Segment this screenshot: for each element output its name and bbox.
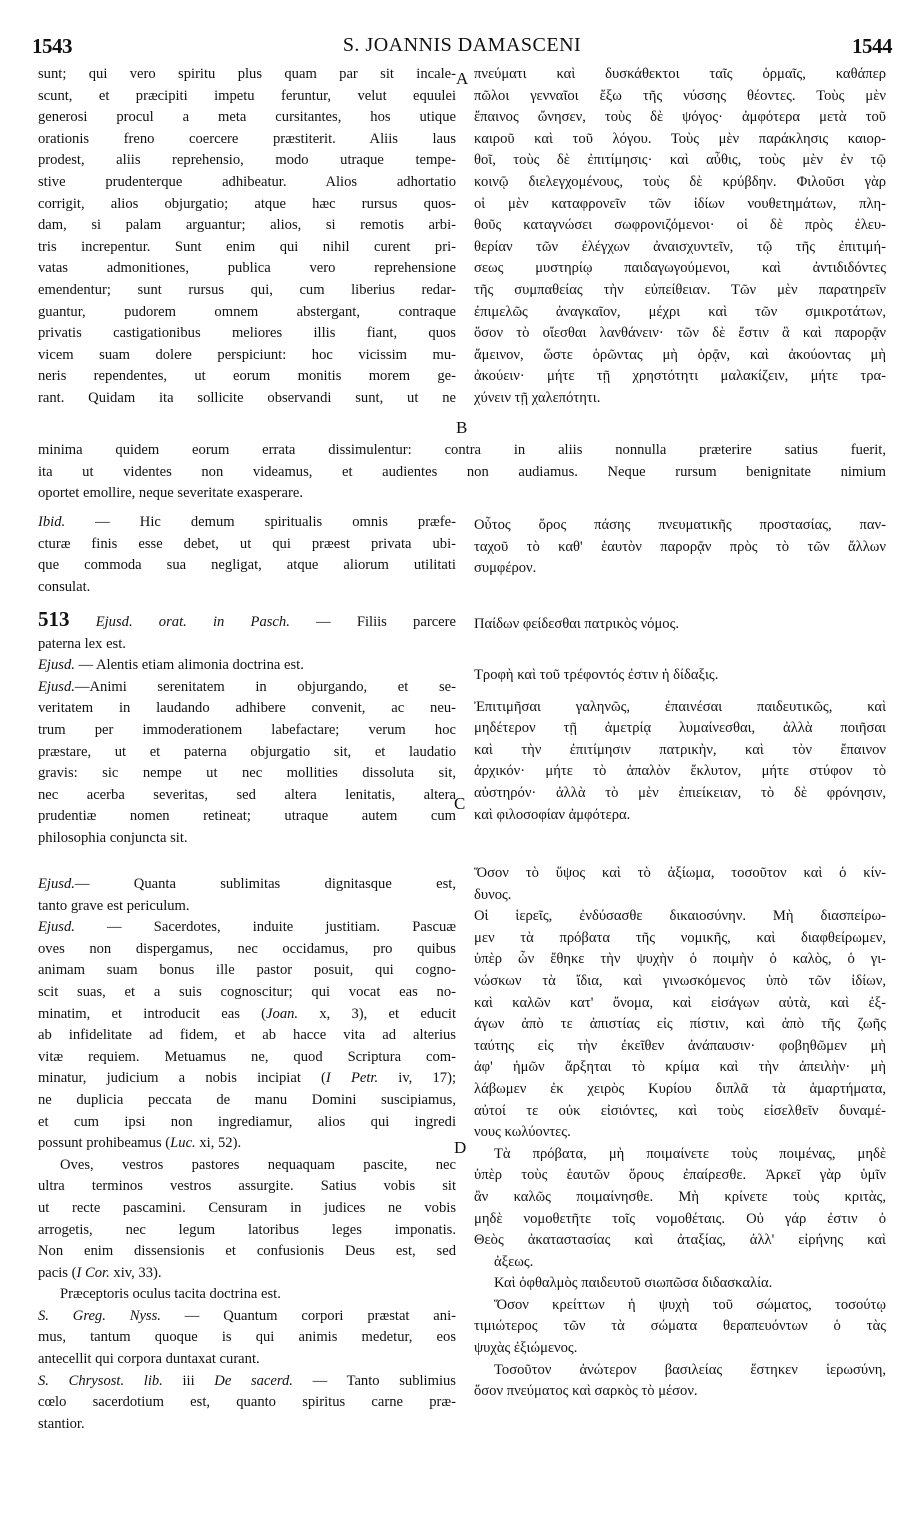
text-segment: scit suas, et a suis cognoscitur; qui vocat eas no- — [38, 983, 456, 1000]
text-line: tris increpentur. Sunt enim qui nihil curent pri- — [38, 238, 456, 255]
section-number: 513 — [38, 607, 70, 631]
text-line: orationis freno coercere præstiterit. Aliis laus — [38, 130, 456, 147]
text-line: ἀφ' ἡμῶν ἄρξηται τὸ κρίμα καὶ τὴν ἀπειλὴν· μὴ — [474, 1059, 886, 1076]
text-line: generosi procul a meta cursitantes, hos utique — [38, 109, 456, 126]
text-line: ἀρχικόν· μήτε τὸ ἁπαλὸν ἔκλυτον, μήτε στύφον τὸ — [474, 763, 886, 780]
text-line — [38, 742, 456, 764]
text-segment: x, 3), et educit — [298, 1005, 456, 1022]
text-line: νους κωλύοντες. — [474, 1124, 571, 1141]
text-line — [38, 534, 456, 556]
page-header — [32, 34, 892, 66]
text-line — [38, 1284, 456, 1306]
text-segment: philosophia conjuncta sit. — [38, 829, 188, 846]
text-line — [38, 720, 456, 742]
text-line: ὅσον τὸ οἴεσθαι λανθάνειν· τῶν δὲ ἔστιν ἃ καὶ παρορᾷν — [474, 325, 886, 342]
text-line: αὐτοί τε οὐκ εἰσιόντες, καὶ τοὺς εἰσελθεῖν δυναμέ- — [474, 1102, 886, 1119]
text-segment: pacis ( — [38, 1264, 77, 1281]
citation-italic: Joan. — [266, 1005, 299, 1022]
text-line — [38, 1133, 456, 1155]
text-segment: prudentiæ nomen retineat; utraque autem cum — [38, 808, 456, 825]
text-line — [38, 1241, 456, 1263]
text-line — [38, 828, 456, 850]
text-line: θοῖ, τοὺς δὲ ἐπιτίμησις· καὶ αὖθις, τοὺς μὲν ἐν τῷ — [474, 152, 886, 169]
text-line: corrigit, alios objurgatio; atque hæc rursus quos- — [38, 195, 456, 212]
text-line: privatis castigationibus meliores illis fiant, quos — [38, 325, 456, 342]
text-line: Καὶ ὀφθαλμὸς παιδευτοῦ σιωπῶσα διδασκαλία. — [494, 1275, 773, 1292]
citation-italic: Ejusd. — [38, 678, 75, 695]
text-line — [38, 1220, 456, 1242]
text-line — [38, 1327, 456, 1349]
text-segment: trum per immoderationem labefactare; verum hoc — [38, 721, 456, 738]
text-line — [38, 1306, 456, 1328]
text-line — [38, 896, 456, 918]
text-line: ἀξεως. — [494, 1253, 534, 1270]
citation-italic: Ejusd. orat. in Pasch. — [95, 614, 290, 630]
text-segment: — Filiis parcere — [289, 614, 456, 630]
text-line: ὑπὲρ τοὺς ἑαυτῶν ὅρους ἐπαίρεσθε. Ἀρκεῖ γὰρ ὑμῖν — [474, 1167, 886, 1184]
text-line: ὑπὲρ ὧν ἔθηκε τὴν ψυχὴν ὁ ποιμὴν ὁ καλὸς, ὁ γι- — [474, 951, 886, 968]
text-segment: antecellit qui corpora duntaxat curant. — [38, 1351, 260, 1368]
running-title: S. JOANNIS DAMASCENI — [342, 34, 582, 56]
text-line — [38, 785, 456, 807]
text-line: καὶ τὴν ἐπιτίμησιν πατρικὴν, καὶ τὸν ἔπαινον — [474, 741, 886, 758]
text-line: prodest, aliis reprehensio, modo utraque tempe- — [38, 152, 456, 169]
text-segment: que commoda sua negligat, atque aliorum utilitati — [38, 557, 456, 574]
citation-italic: S. Greg. Nyss. — [38, 1307, 161, 1324]
text-line — [38, 806, 456, 828]
text-line: ἄμεινον, ὥστε ὁρῶντας μὴ ὁρᾷν, καὶ ἀκούοντας μὴ — [474, 346, 886, 363]
text-line: ἂν καλῶς ποιμαίνησθε. Μὴ κρίνετε τοὺς κριτὰς, — [474, 1188, 886, 1205]
text-segment: nec acerba severitas, sed altera lenitatis, altera — [38, 786, 456, 803]
text-segment: xiv, 33). — [109, 1264, 162, 1281]
text-line: Θεὸς ἀκαταστασίας καὶ ἀταξίας, ἀλλ' εἰρήνης καὶ — [474, 1232, 886, 1249]
text-line: καιροῦ καὶ τοῦ λόγου. Τοὺς μὲν παράκλησις καιορ- — [474, 130, 886, 147]
citation-italic: De sacerd. — [214, 1372, 293, 1389]
block-a-greek-column — [474, 64, 886, 410]
text-line — [38, 1047, 456, 1069]
text-line: dam, si palam arguantur; alios, si remotis arbi- — [38, 217, 456, 234]
block-c-greek-column — [474, 614, 886, 826]
text-segment: ab infidelitate ad fidem, et ab hacce vita ad alterius — [38, 1027, 456, 1044]
text-line — [38, 763, 456, 785]
text-segment: minatur, judicium a nobis incipiat ( — [38, 1070, 326, 1087]
text-segment: iv, 17); — [378, 1070, 457, 1087]
text-line — [38, 917, 456, 939]
citation-italic: Ibid. — [38, 514, 66, 530]
text-line: μηδέτερον τῇ ἀμετρίᾳ λυμαίνεσθαι, ἀλλὰ ποιῆσαι — [474, 720, 886, 737]
text-segment: oves non dispergamus, nec occidamus, pro quibus — [38, 940, 456, 957]
text-segment: — Alentis etiam alimonia doctrina est. — [74, 657, 304, 674]
text-segment: — Hic demum spiritualis omnis præfe- — [65, 514, 456, 530]
text-segment: cœlo sacerdotium est, quanto spiritus carne præ- — [38, 1394, 456, 1411]
text-line: Ἐπιτιμῆσαι γαληνῶς, ἐπαινέσαι παιδευτικῶς, καὶ — [474, 698, 886, 715]
text-segment: Oves, vestros pastores nequaquam pascite, nec — [60, 1156, 456, 1173]
text-segment: gravis: sic nempe ut nec mollities dissoluta sit, — [38, 765, 456, 782]
text-segment: paterna lex est. — [38, 635, 126, 652]
text-line: scunt, et præcipiti impetu feruntur, velut equulei — [38, 87, 456, 104]
text-line: Ὅσον τὸ ὕψος καὶ τὸ ἀξίωμα, τοσοῦτον καὶ ὁ κίν- — [474, 865, 886, 881]
text-line: μηδὲ νομοθετῆτε τοῖς νομοθέταις. Οὐ γάρ ἐστιν ὁ — [474, 1210, 886, 1227]
page-number-left: 1543 — [32, 34, 72, 58]
text-line: ταύτης εἰς τὴν ἐκεῖθεν ἀνάπαυσιν· φοβηθῶμεν μὴ — [474, 1037, 886, 1054]
text-segment: consulat. — [38, 578, 91, 595]
text-line: ita ut videntes non videamus, et audientes non audiamus. Neque rursum benignitate nimium — [38, 463, 886, 480]
text-line: sunt; qui vero spiritu plus quam par sit incale- — [38, 66, 456, 82]
text-line: οἱ μὲν καταφρονεῖν τῶν ἰδίων νουθετημάτων, πλη- — [474, 195, 886, 212]
text-line — [38, 1198, 456, 1220]
text-line: συμφέρον. — [474, 560, 537, 577]
text-line — [38, 1414, 456, 1436]
text-line — [38, 1392, 456, 1414]
text-line — [38, 634, 456, 656]
text-segment: animam suam bonus ille pastor posuit, qui cogno- — [38, 962, 456, 979]
text-line — [38, 1155, 456, 1177]
text-segment: Non enim dissensionis et confusionis Deus est, sed — [38, 1243, 456, 1260]
block-b-greek-column — [474, 515, 886, 580]
text-line: Τοσοῦτον ἀνώτερον βασιλείας ἕστηκεν ἱερωσύνη, — [494, 1361, 886, 1378]
text-line: Παίδων φείδεσθαι πατρικὸς νόμος. — [474, 616, 680, 632]
text-line: μεν τὰ πρόβατα τῆς νομικῆς, καὶ διαφθείρωμεν, — [474, 929, 886, 946]
text-segment: præstare, ut et paterna objurgatio sit, et laudatio — [38, 743, 456, 760]
margin-letter-d: D — [454, 1138, 467, 1157]
text-line: δυνος. — [474, 886, 512, 903]
text-segment: vitæ requiem. Metuamus ne, quod Scriptura com- — [38, 1048, 456, 1065]
text-segment: — Quantum corpori præstat ani- — [160, 1307, 457, 1324]
text-line: άγων ἀπὸ τε ἀπιστίας εἰς πίστιν, καὶ ἀπὸ τῆς ζωῆς — [474, 1016, 886, 1033]
text-line: καὶ φιλοσοφίαν ἀμφότερα. — [474, 806, 631, 823]
text-line: πῶλοι γενναῖοι ἔξω τῆς νύσσης θέοντες. Τοὺς μὲν — [474, 87, 886, 104]
text-line: vicem suam dolere perspiciunt: hoc vicissim mu- — [38, 346, 456, 363]
text-segment: ultra terminos vestros assurgite. Satius vobis sit — [38, 1178, 456, 1195]
block-a-latin-column — [38, 64, 456, 410]
text-line — [38, 960, 456, 982]
block-b-latin-column — [38, 512, 456, 598]
text-line: Ὅσον κρείττων ἡ ψυχὴ τοῦ σώματος, τοσούτῳ — [494, 1296, 886, 1313]
text-line: guantur, pudorem omnem abstergant, contraque — [38, 303, 456, 320]
text-line: neris rependentes, ut eorum monitis morem ge- — [38, 368, 456, 385]
text-segment: arrogetis, nec legum latoribus leges imponatis. — [38, 1221, 456, 1238]
text-line: κοινῷ διελεγχομένους, τοὺς δὲ κρύβδην. Φιλοῦσι γὰρ — [474, 173, 886, 190]
text-line: πνεύματι καὶ δυσκάθεκτοι ταῖς ὁρμαῖς, καθάπερ — [474, 66, 886, 82]
block-a-full-width-text — [38, 440, 886, 505]
text-line — [38, 939, 456, 961]
text-segment: stantior. — [38, 1415, 85, 1432]
text-line: ταχοῦ τὸ καθ' ἑαυτὸν παρορᾷν πρὸς τὸ τῶν ἄλλων — [474, 538, 886, 555]
text-line — [38, 1371, 456, 1393]
text-segment: — Tanto sublimius — [292, 1372, 456, 1389]
text-segment: —Animi serenitatem in objurgando, et se- — [74, 678, 456, 695]
text-segment: tanto grave est periculum. — [38, 897, 190, 914]
text-line — [38, 1090, 456, 1112]
text-segment: Præceptoris oculus tacita doctrina est. — [60, 1286, 281, 1303]
citation-italic: Luc. — [170, 1135, 196, 1152]
citation-italic: I Cor. — [76, 1264, 110, 1281]
text-line — [38, 655, 456, 677]
block-d-greek-column — [474, 863, 886, 1403]
text-segment: minatim, et introducit eas ( — [38, 1005, 267, 1022]
text-line: θοῦς καταγνώσει σωφρονιζόμενοι· οἱ δὲ πρὸς ἐλευ- — [474, 217, 886, 234]
text-line: χύνειν τῇ χαλεπότητι. — [474, 389, 601, 406]
citation-italic: Ejusd. — [38, 876, 75, 892]
citation-italic: Ejusd. — [38, 657, 75, 674]
text-line: νώσκων τὰ ἴδια, καὶ γινωσκόμενος ὑπὸ τῶν ἰδίων, — [474, 972, 886, 989]
citation-italic: S. Chrysost. lib. — [38, 1372, 163, 1389]
text-segment: xi, 52). — [195, 1135, 242, 1152]
text-line — [38, 512, 456, 534]
text-line — [38, 982, 456, 1004]
text-segment: cturæ finis esse debet, ut qui præest privata ubi- — [38, 535, 456, 552]
text-line — [38, 1068, 456, 1090]
text-segment: ut recte pascamini. Censuram in judices ne vobis — [38, 1199, 456, 1216]
text-line: Τροφὴ καὶ τοῦ τρέφοντός ἐστιν ἡ δίδαξις. — [474, 667, 719, 684]
citation-italic: Ejusd. — [38, 919, 75, 936]
text-line: minima quidem eorum errata dissimulentur: contra in aliis nonnulla præterire satius fuerit, — [38, 442, 886, 458]
text-segment: et cum ipsi non ingrediamur, alios qui ingredi — [38, 1113, 456, 1130]
text-line — [38, 555, 456, 577]
text-line: αὐστηρόν· ἀλλὰ τὸ μὲν ἐπιείκειαν, τὸ δὲ φρόνησιν, — [474, 785, 886, 801]
text-line — [38, 874, 456, 896]
text-line — [38, 1176, 456, 1198]
margin-letter-a: A — [456, 69, 469, 88]
text-line: καὶ καλῶν κατ' ὄνομα, καὶ εἰσάγων αὐτὰ, καὶ ἐξ- — [474, 994, 886, 1011]
block-c-latin-column — [38, 609, 456, 850]
text-line — [38, 1004, 456, 1026]
text-line: τῆς συμπαθείας τὴν εὐπείθειαν. Τῶν μὲν παρατηρεῖν — [474, 281, 886, 298]
text-line — [38, 1349, 456, 1371]
text-line — [38, 577, 456, 599]
text-line: ψυχὰς ἐξιώμενος. — [474, 1340, 578, 1357]
text-line: rant. Quidam ita sollicite observandi sunt, ut ne — [38, 389, 456, 406]
text-line — [38, 1263, 456, 1285]
page-number-right: 1544 — [852, 34, 892, 58]
text-line: stive prudenterque adhibeatur. Alios adhortatio — [38, 173, 456, 190]
text-line — [38, 1025, 456, 1047]
text-line: ἀκούειν· μήτε τῇ χρηστότητι μαλακίζειν, μήτε τρα- — [474, 368, 886, 385]
text-segment: veritatem in laudando adhibere convenit, ac neu- — [38, 700, 456, 717]
text-line — [38, 1112, 456, 1134]
text-segment: ne duplicia peccata de manu Domini suscipiamus, — [38, 1091, 456, 1108]
text-line: τιμιώτερος τῶν τὰ σώματα θεραπευόντων ὁ τὰς — [474, 1318, 886, 1335]
text-line: vatas admonitiones, publica vero reprehensione — [38, 260, 456, 277]
text-line: θερίαν τῶν ἐλέγχων ἀναισχυντεῖν, τῷ τῆς ἐπιτιμή- — [474, 238, 886, 255]
text-line: ὅσον πνεύματος καὶ σαρκὸς τὸ μέσον. — [474, 1383, 698, 1400]
text-line: emendentur; sunt rursus qui, cum liberius redar- — [38, 281, 456, 298]
text-line — [38, 677, 456, 699]
block-d-latin-column — [38, 874, 456, 1435]
text-line: ἐπιμελῶς ἀναγκαῖον, μέχρι καὶ τῶν σμικροτάτων, — [474, 303, 886, 320]
text-line — [38, 698, 456, 720]
text-segment: possunt prohibeamus ( — [38, 1135, 171, 1152]
citation-italic: I Petr. — [325, 1070, 379, 1087]
text-segment — [70, 614, 96, 630]
text-line: oportet emollire, neque severitate exasperare. — [38, 485, 303, 502]
text-line — [38, 609, 456, 634]
text-line: ἔπαινος ὤνησεν, τοὺς δὲ ψόγος· ἀμφότερα μετὰ τοῦ — [474, 109, 886, 126]
margin-letter-c: C — [454, 794, 466, 813]
text-segment: — Quanta sublimitas dignitasque est, — [74, 876, 456, 892]
text-line: Οὗτος ὅρος πάσης πνευματικῆς προστασίας, παν- — [474, 517, 886, 533]
text-segment: — Sacerdotes, induite justitiam. Pascuæ — [74, 919, 456, 936]
text-line: λάβωμεν ἐκ χειρὸς Κυρίου διπλᾶ τὰ ἁμαρτήματα, — [474, 1080, 886, 1097]
text-line: σεως μυστηρίῳ παιδαγωγούμενοι, καὶ ἀντιδιδόντες — [474, 260, 886, 277]
text-segment: mus, tantum quoque is qui animis medetur, eos — [38, 1329, 456, 1346]
margin-letter-b: B — [456, 418, 468, 437]
text-segment: iii — [162, 1372, 215, 1389]
text-line: Οἱ ἱερεῖς, ἐνδύσασθε δικαιοσύνην. Μὴ διασπείρω- — [474, 908, 886, 925]
text-line: Τὰ πρόβατα, μὴ ποιμαίνετε τοὺς ποιμένας, μηδὲ — [494, 1145, 886, 1162]
